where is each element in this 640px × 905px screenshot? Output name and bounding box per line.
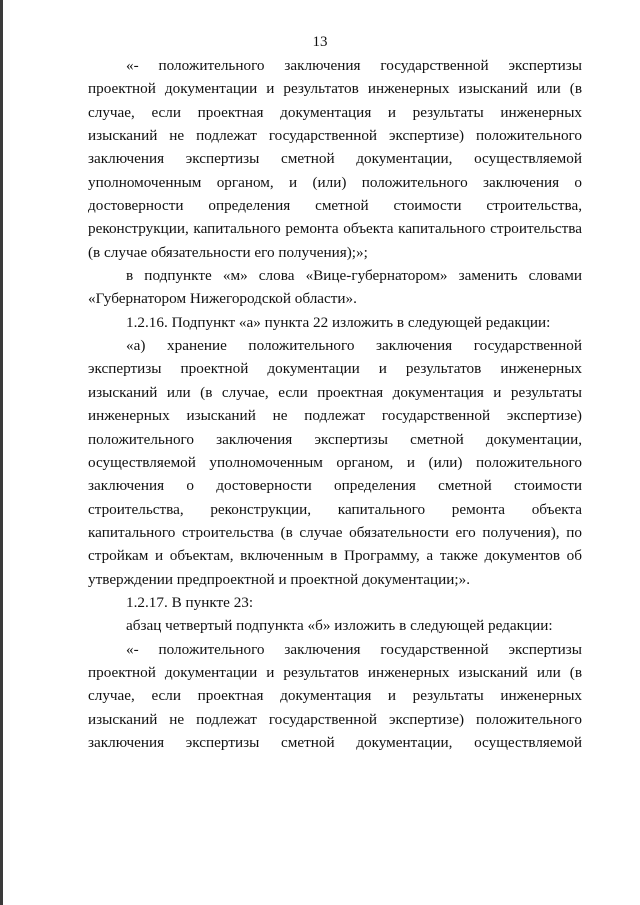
text-line: реконструкции, капитального ремонта объекта капитального строительства xyxy=(88,220,582,238)
text-line: случае, если проектная документация и результаты инженерных xyxy=(88,687,582,705)
text-line: строительства, реконструкции, капитального ремонта объекта xyxy=(88,500,582,518)
text-line: «а) хранение положительного заключения государственной xyxy=(126,337,582,355)
text-line: утверждении предпроектной и проектной документации;». xyxy=(88,570,471,588)
text-line: 1.2.17. В пункте 23: xyxy=(126,593,254,611)
text-line: изысканий не подлежат государственной экспертизе) положительного xyxy=(88,127,582,145)
text-line: 1.2.16. Подпункт «а» пункта 22 изложить в следующей редакции: xyxy=(126,313,551,331)
text-line: стройкам и объектам, включенным в Программу, а также документов об xyxy=(88,547,582,565)
text-line: заключения экспертизы сметной документации, осуществляемой xyxy=(88,150,582,168)
text-line: в подпункте «м» слова «Вице-губернатором» заменить словами xyxy=(126,267,582,285)
text-line: изысканий не подлежат государственной экспертизе) положительного xyxy=(88,710,582,728)
text-line: экспертизы проектной документации и результатов инженерных xyxy=(88,360,582,378)
text-line: (в случае обязательности его получения);»; xyxy=(88,243,368,261)
text-line: заключения о достоверности определения сметной стоимости xyxy=(88,477,582,495)
text-line: «Губернатором Нижегородской области». xyxy=(88,290,357,308)
text-line: инженерных изысканий не подлежат государственной экспертизе) xyxy=(88,407,582,425)
text-line: «- положительного заключения государственной экспертизы xyxy=(126,57,582,74)
text-line: проектной документации и результатов инженерных изысканий или (в xyxy=(88,663,582,681)
text-line: изысканий или (в случае, если проектная документация и результаты xyxy=(88,383,582,401)
scan-edge-shadow xyxy=(0,0,3,905)
text-line: уполномоченным органом, и (или) положительного заключения о xyxy=(88,173,582,191)
text-line: осуществляемой уполномоченным органом, и (или) положительного xyxy=(88,453,582,471)
text-line: положительного заключения экспертизы сметной документации, xyxy=(88,430,582,448)
text-line: заключения экспертизы сметной документации, осуществляемой xyxy=(88,733,582,751)
text-line: абзац четвертый подпункта «б» изложить в следующей редакции: xyxy=(126,617,553,635)
text-line: достоверности определения сметной стоимости строительства, xyxy=(88,197,582,215)
text-line: капитального строительства (в случае обязательности его получения), по xyxy=(88,523,582,541)
page-number: 13 xyxy=(312,34,328,50)
text-line: проектной документации и результатов инженерных изысканий или (в xyxy=(88,80,582,98)
text-line: случае, если проектная документация и результаты инженерных xyxy=(88,103,582,121)
document-body xyxy=(88,54,582,754)
text-line: «- положительного заключения государственной экспертизы xyxy=(126,640,582,658)
